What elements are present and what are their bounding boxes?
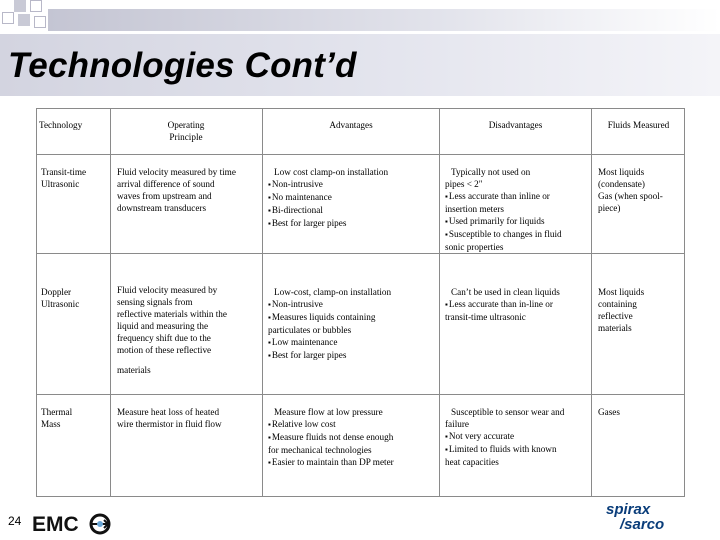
- cell-disadvantages: [445, 166, 591, 253]
- bullet-item: ▪ Less accurate than in-line or: [445, 298, 591, 311]
- header-operating-principle-line1: Operating: [167, 120, 205, 130]
- bullet-item: ▪ Non-intrusive: [268, 178, 438, 191]
- cell-disadvantages: [445, 286, 591, 323]
- cell-line: containing: [598, 299, 637, 309]
- cell-disadvantages: [445, 406, 591, 468]
- decor-square: [30, 0, 42, 12]
- cell-line: waves from upstream and: [117, 191, 212, 201]
- bullet-item: ▪ Measure fluids not dense enough: [268, 431, 438, 444]
- bullet-item: ▪ Susceptible to changes in fluid: [445, 228, 591, 241]
- bullet-item: ▪ Used primarily for liquids: [445, 215, 591, 228]
- emco-logo-text: EMC: [32, 513, 79, 536]
- cell-line: Ultrasonic: [41, 299, 80, 309]
- bullet-item: ▪ Low maintenance: [268, 336, 438, 349]
- page-number: 24: [8, 514, 22, 528]
- technology-table: [36, 108, 685, 497]
- sarco-text: sarco: [624, 516, 665, 533]
- cell-line: reflective materials within the: [117, 309, 227, 319]
- column-divider: [591, 109, 592, 496]
- cell-line: Fluid velocity measured by time: [117, 167, 236, 177]
- bullet-item: ▪ Limited to fluids with known: [445, 443, 591, 456]
- cell-line: particulates or bubbles: [268, 325, 352, 335]
- decor-square: [14, 0, 26, 12]
- cell-line: reflective: [598, 311, 633, 321]
- cell-principle: [117, 166, 262, 214]
- column-divider: [262, 109, 263, 496]
- cell-line: sonic properties: [445, 242, 504, 252]
- cell-principle: [117, 284, 262, 376]
- cell-line: sensing signals from: [117, 297, 193, 307]
- spirax-logo-line2: [606, 517, 716, 533]
- cell-fluids: [598, 166, 684, 214]
- cell-line: Fluid velocity measured by: [117, 285, 218, 295]
- decor-square: [18, 14, 30, 26]
- cell-advantages: [268, 406, 438, 469]
- column-divider: [110, 109, 111, 496]
- column-divider: [439, 109, 440, 496]
- bullet-item: ▪ No maintenance: [268, 191, 438, 204]
- bullet-item: ▪ Less accurate than inline or: [445, 190, 591, 203]
- cell-line: Most liquids: [598, 287, 645, 297]
- bullet-item: ▪ Bi-directional: [268, 204, 438, 217]
- header-operating-principle: [111, 119, 261, 143]
- cell-line: arrival difference of sound: [117, 179, 215, 189]
- cell-line: heat capacities: [445, 457, 499, 467]
- cell-fluids: [598, 286, 684, 334]
- cell-line: frequency shift due to the: [117, 333, 211, 343]
- cell-advantages: [268, 286, 438, 362]
- spirax-sarco-logo: [606, 502, 716, 538]
- cell-line: piece): [598, 203, 621, 213]
- cell-line: Measure flow at low pressure: [274, 407, 383, 417]
- cell-principle: [117, 406, 262, 430]
- cell-line: Measure heat loss of heated: [117, 407, 220, 417]
- row-divider: [37, 394, 684, 395]
- header-operating-principle-line2: Principle: [169, 132, 203, 142]
- decor-square: [34, 16, 46, 28]
- cell-line: Gas (when spool-: [598, 191, 663, 201]
- decor-square: [2, 12, 14, 24]
- cell-line: pipes < 2": [445, 179, 483, 189]
- bullet-item: ▪ Not very accurate: [445, 430, 591, 443]
- cell-line: liquid and measuring the: [117, 321, 209, 331]
- cell-line: motion of these reflective: [117, 345, 212, 355]
- cell-line: Typically not used on: [451, 167, 531, 177]
- cell-line: downstream transducers: [117, 203, 207, 213]
- cell-line: Susceptible to sensor wear and: [451, 407, 565, 417]
- bullet-item: ▪ Relative low cost: [268, 418, 438, 431]
- spirax-logo-line1: spirax: [606, 501, 651, 518]
- bullet-item: ▪ Easier to maintain than DP meter: [268, 456, 438, 469]
- cell-line: Ultrasonic: [41, 179, 80, 189]
- row-divider: [37, 154, 684, 155]
- cell-technology: [41, 166, 109, 190]
- header-top-band: [48, 9, 720, 31]
- cell-line: failure: [445, 419, 469, 429]
- cell-line: materials: [117, 365, 151, 375]
- emco-logo-dot: [97, 521, 103, 527]
- cell-technology: [41, 406, 109, 430]
- cell-line: insertion meters: [445, 204, 504, 214]
- header-technology: Technology: [39, 120, 83, 130]
- slash-glyph: /: [620, 516, 625, 533]
- row-divider: [37, 253, 684, 254]
- cell-line: (condensate): [598, 179, 645, 189]
- cell-line: wire thermistor in fluid flow: [117, 419, 222, 429]
- cell-line: transit-time ultrasonic: [445, 312, 526, 322]
- cell-line: Thermal: [41, 407, 73, 417]
- page-title: Technologies Cont’d: [8, 46, 357, 85]
- bullet-item: ▪ Best for larger pipes: [268, 349, 438, 362]
- cell-line: Low-cost, clamp-on installation: [274, 287, 392, 297]
- cell-line: Transit-time: [41, 167, 87, 177]
- cell-line: Most liquids: [598, 167, 645, 177]
- cell-line: for mechanical technologies: [268, 445, 372, 455]
- cell-line: Doppler: [41, 287, 72, 297]
- cell-line: Gases: [598, 407, 620, 417]
- cell-advantages: [268, 166, 438, 230]
- emco-logo: [30, 510, 120, 536]
- bullet-item: ▪ Measures liquids containing: [268, 311, 438, 324]
- cell-line: Mass: [41, 419, 61, 429]
- bullet-item: ▪ Non-intrusive: [268, 298, 438, 311]
- cell-line: Low cost clamp-on installation: [274, 167, 389, 177]
- cell-line: Can’t be used in clean liquids: [451, 287, 560, 297]
- cell-line: materials: [598, 323, 632, 333]
- header-disadvantages: Disadvantages: [488, 120, 543, 130]
- header-advantages: Advantages: [329, 120, 373, 130]
- header-fluids-measured: Fluids Measured: [607, 120, 670, 130]
- cell-technology: [41, 286, 109, 310]
- bullet-item: ▪ Best for larger pipes: [268, 217, 438, 230]
- cell-fluids: [598, 406, 684, 418]
